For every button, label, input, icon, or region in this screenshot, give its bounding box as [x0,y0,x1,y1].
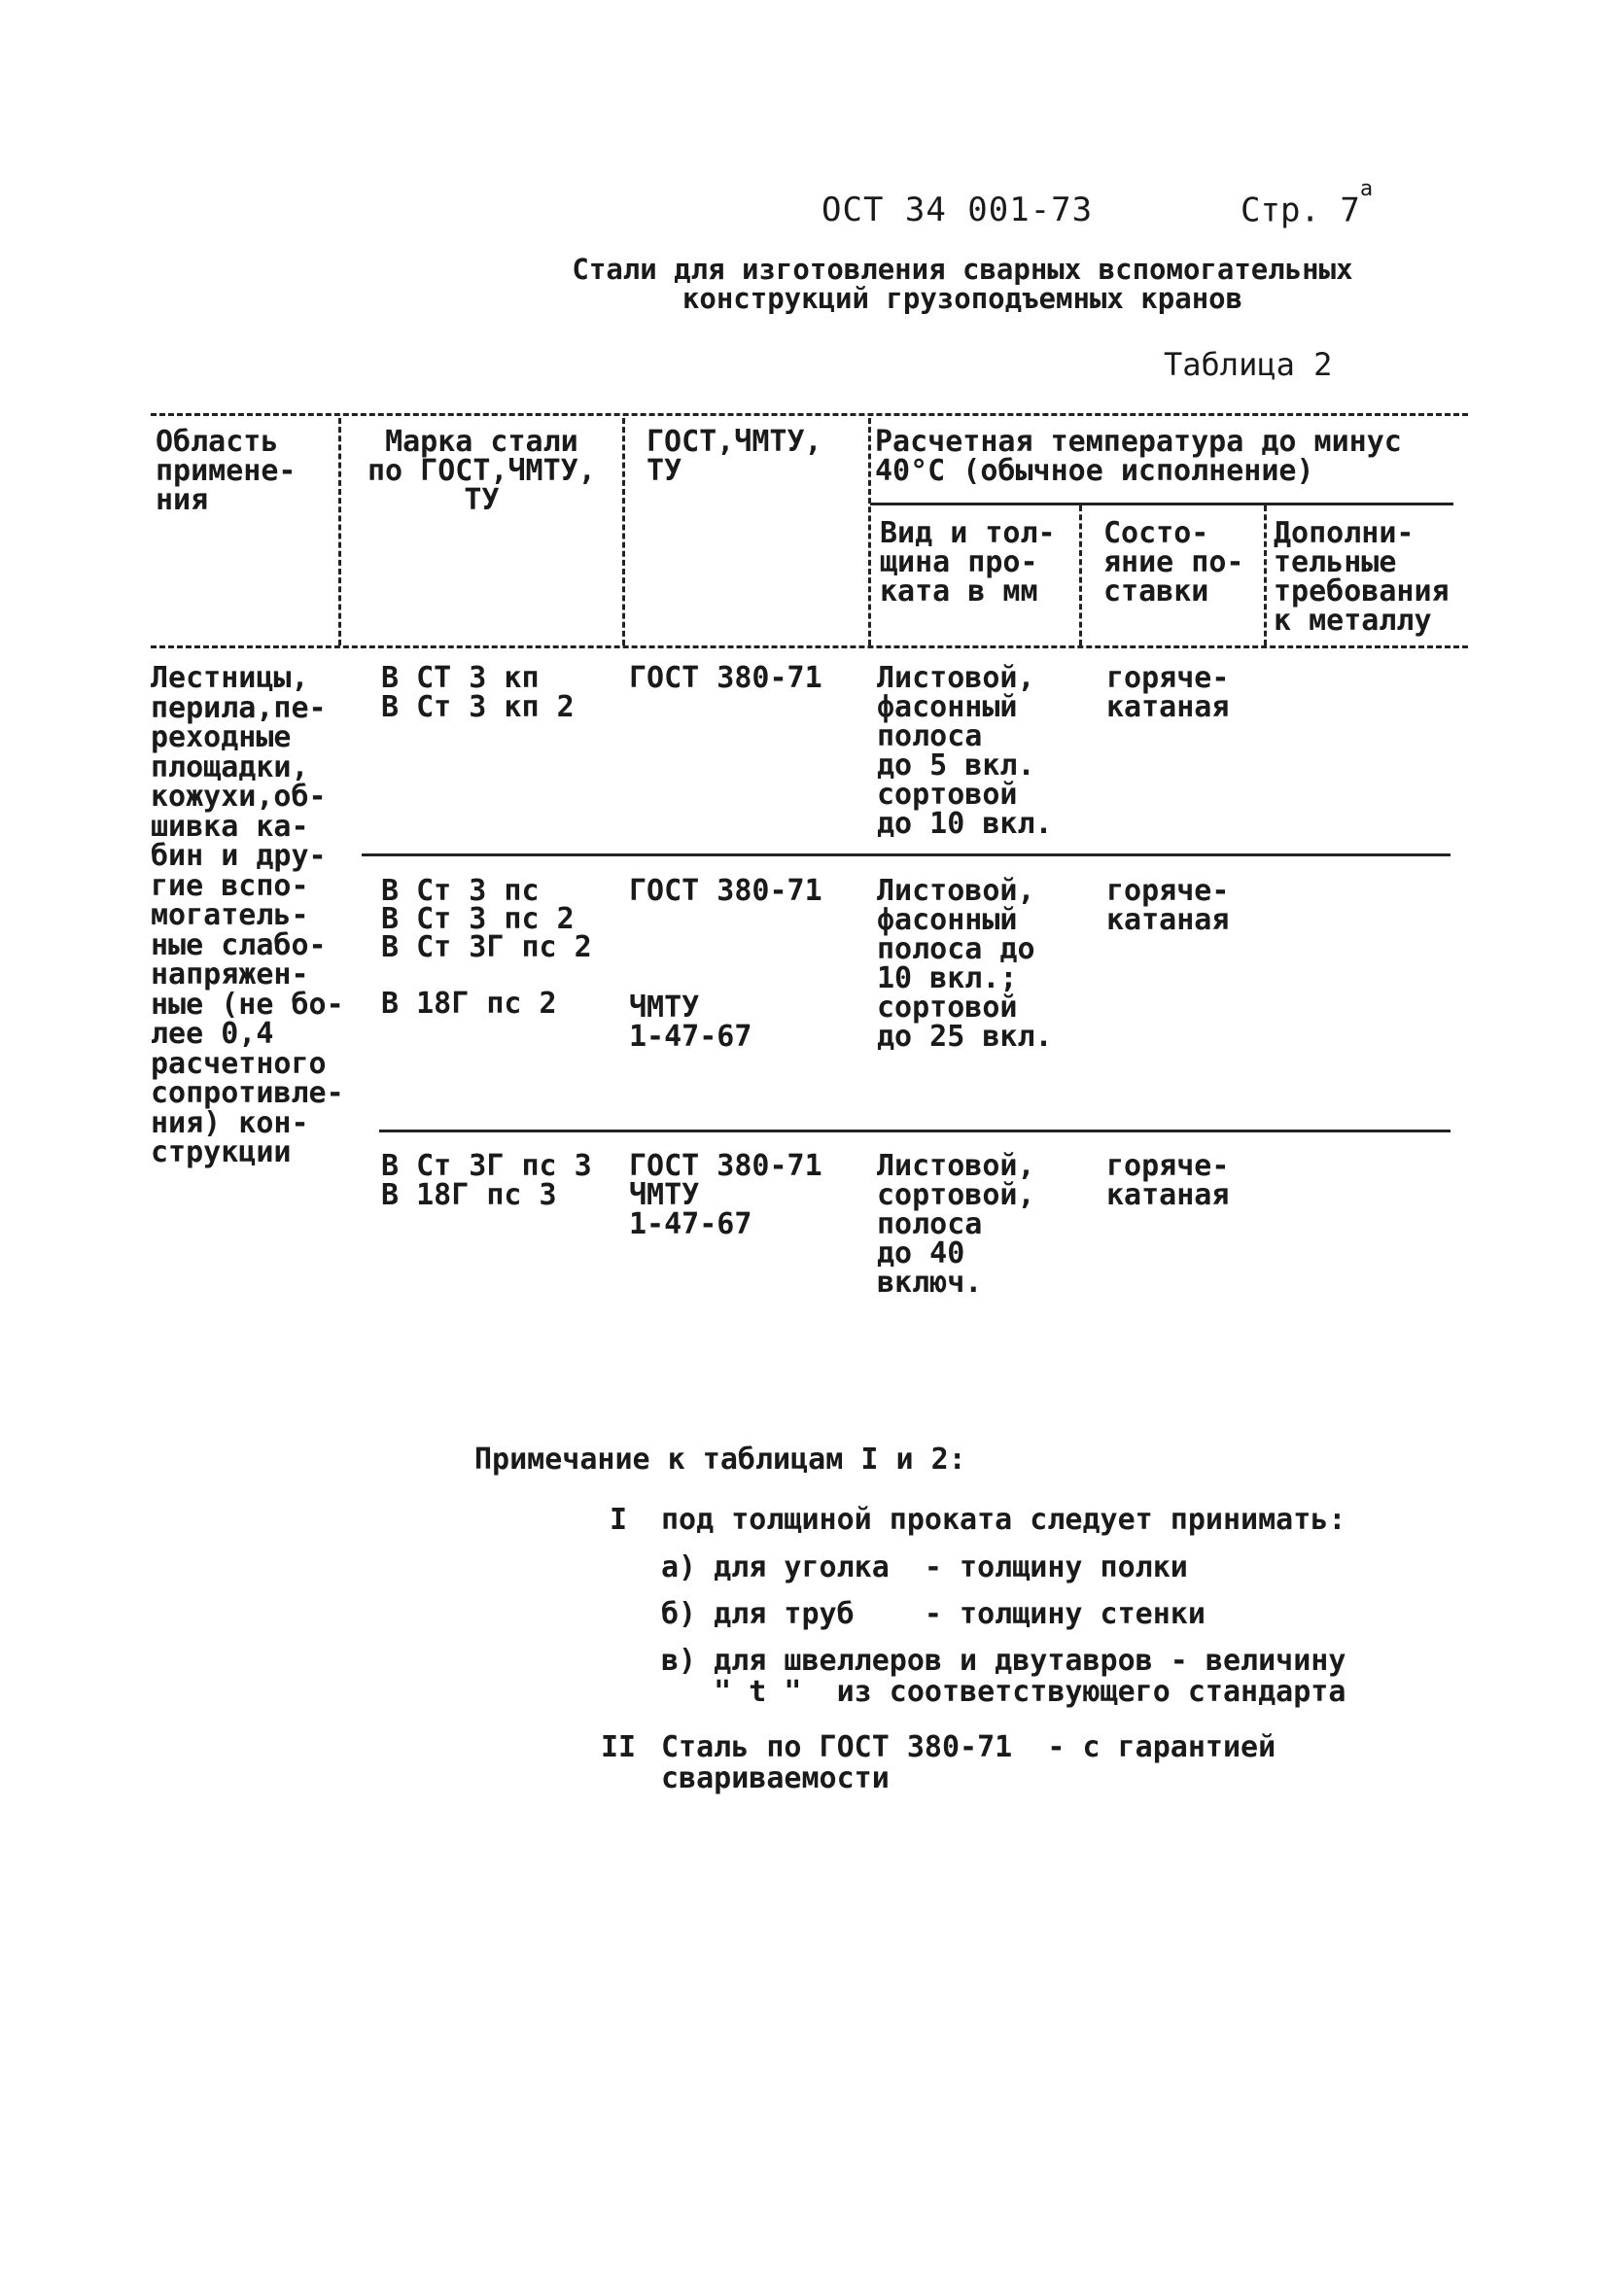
document-id: ОСТ 34 001-73 [821,191,1094,229]
header-area: Область примене- ния [156,425,297,517]
row3-grade: В Ст 3Г пс 3 В 18Г пс 3 [381,1149,592,1212]
row1-grade: В СТ 3 кп В Ст 3 кп 2 [381,661,575,724]
subheader-divider [870,503,1453,505]
row2-delivery: горяче- катаная [1106,874,1230,937]
row3-delivery: горяче- катаная [1106,1149,1230,1212]
header-bottom-border [151,645,1468,648]
note1-number: I [610,1503,628,1537]
row2-grade: В Ст 3 пс В Ст 3 пс 2 В Ст 3Г пс 2 В 18Г пс 2 [381,874,592,1021]
area-text: Лестницы, перила,пе- реходные площадки, кожухи,об- шивка ка- бин и дру- гие вспо- могатель- ные слабо- напряжен- ные (не бо- лее 0,4 расчетного сопротивле- ния) кон- струкции [151,661,344,1169]
row2-standard: ГОСТ 380-71 ЧМТУ 1-47-67 [629,874,822,1054]
header-grade: Марка стали по ГОСТ,ЧМТУ, ТУ [367,425,596,517]
note1-text: под толщиной проката следует принимать: [661,1503,1346,1537]
row1-delivery: горяче- катаная [1106,661,1230,724]
note2-text: Сталь по ГОСТ 380-71 - с гарантией свариваемости [661,1730,1276,1795]
header-temp-group: Расчетная температура до минус 40°С (обычное исполнение) [875,425,1402,488]
col-divider-thickness [1079,505,1082,645]
table-top-border [151,413,1468,416]
row3-thickness: Листовой, сортовой, полоса до 40 включ. [877,1149,1035,1300]
header-thickness: Вид и тол- щина про- ката в мм [880,516,1056,609]
note1-item-c: в) для швеллеров и двутавров - величину " t " из соответствующего стандарта [661,1644,1346,1709]
row1-divider [362,853,1451,856]
header-extra: Дополни- тельные требования к металлу [1274,516,1450,638]
col-divider-delivery [1264,505,1267,645]
col-divider-grade [622,418,625,645]
row2-thickness: Листовой, фасонный полоса до 10 вкл.; сортовой до 25 вкл. [877,874,1053,1054]
table-label: Таблица 2 [1164,346,1333,383]
row3-standard: ГОСТ 380-71 ЧМТУ 1-47-67 [629,1149,822,1241]
page-number-label: Стр. 7 [1241,191,1360,230]
header-standard: ГОСТ,ЧМТУ, ТУ [647,425,822,488]
row2-divider [379,1130,1451,1132]
col-divider-area [338,418,341,645]
document-title: Стали для изготовления сварных вспомогательных конструкций грузоподъемных кранов [572,253,1353,315]
page-number [1241,177,1374,230]
note2-number: II [601,1730,637,1764]
note1-item-b: б) для труб - толщину стенки [661,1597,1206,1631]
header-delivery: Состо- яние по- ставки [1103,516,1244,609]
row1-standard: ГОСТ 380-71 [629,661,822,695]
col-divider-standard [868,418,871,645]
page-number-suffix: а [1359,177,1374,201]
row1-thickness: Листовой, фасонный полоса до 5 вкл. сортовой до 10 вкл. [877,661,1053,841]
notes-title: Примечание к таблицам I и 2: [474,1443,966,1477]
note1-item-a: а) для уголка - толщину полки [661,1550,1188,1584]
